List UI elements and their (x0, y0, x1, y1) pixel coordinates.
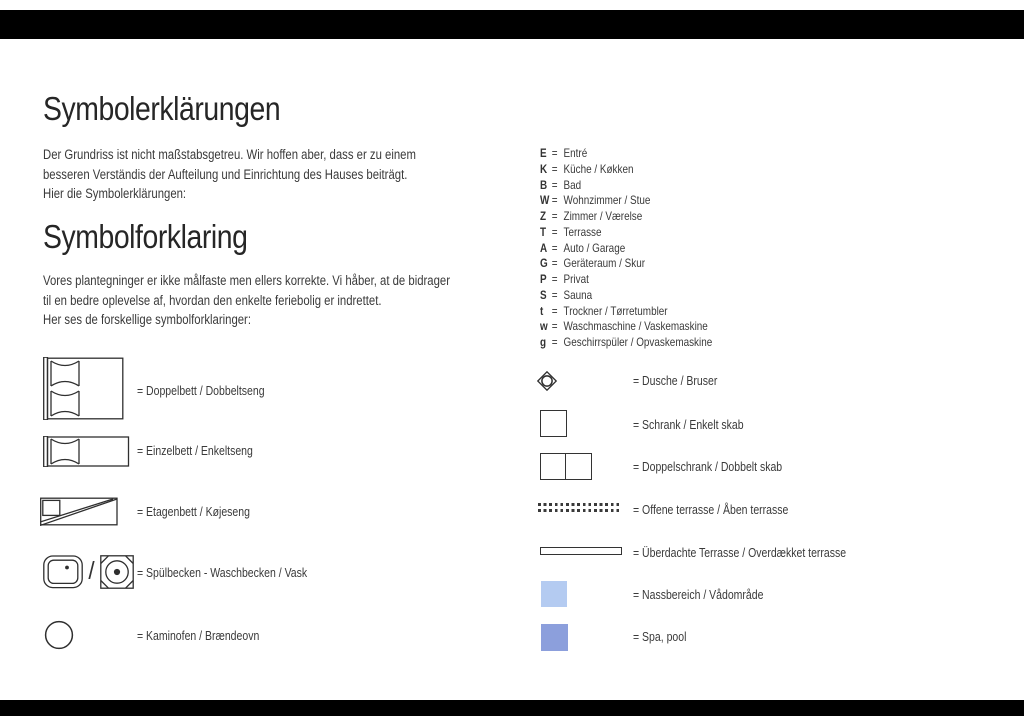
wet-area-swatch (541, 581, 567, 607)
abbreviation-row: t = Trockner / Tørretumbler (540, 303, 668, 318)
dotted-line (538, 503, 622, 506)
intro-danish (43, 271, 528, 330)
intro-danish-line: til en bedre oplevelse af, hvordan den enkelte feriebolig er indrettet. (43, 292, 382, 308)
abbreviation-row: B = Bad (540, 177, 582, 192)
page-top-bar (0, 10, 1024, 39)
washbasin-icon (100, 555, 134, 589)
sink-washbasin-icon (43, 555, 134, 589)
slash-separator: / (88, 556, 95, 585)
abbreviation-row: g = Geschirrspüler / Opvaskemaskine (540, 335, 713, 349)
room-abbreviation-list (540, 146, 712, 351)
single-cabinet-label: = Schrank / Enkelt skab (633, 418, 744, 432)
sink-icon (43, 555, 83, 589)
wet-area-label: = Nassbereich / Vådområde (633, 588, 764, 602)
double-cabinet-label: = Doppelschrank / Dobbelt skab (633, 460, 783, 474)
open-terrace-icon (538, 503, 622, 513)
abbreviation-row: P = Privat (540, 272, 589, 286)
wood-stove-label: = Kaminofen / Brændeovn (137, 629, 260, 643)
intro-danish-line: Vores plantegninger er ikke målfaste men ellers korrekte. Vi håber, at de bidrager (43, 273, 451, 288)
dotted-line (538, 509, 622, 512)
abbreviation-row: G = Geräteraum / Skur (540, 256, 646, 271)
abbreviation-row: W = Wohnzimmer / Stue (540, 193, 651, 208)
bunk-bed-icon (40, 497, 118, 526)
double-bed-icon (43, 357, 125, 420)
double-bed-label: = Doppelbett / Dobbeltseng (137, 384, 265, 398)
intro-german-line: besseren Verständis der Aufteilung und Einrichtung des Hauses beiträgt. (43, 166, 408, 182)
shower-label: = Dusche / Bruser (633, 374, 718, 388)
double-cabinet-icon (540, 453, 592, 480)
single-bed-label: = Einzelbett / Enkeltseng (137, 444, 253, 458)
abbreviation-row: T = Terrasse (540, 224, 602, 239)
heading-german: Symbolerklärungen (43, 90, 281, 127)
intro-german-line: Hier die Symbolerklärungen: (43, 186, 187, 201)
cabinet-cell (566, 454, 591, 479)
abbreviation-row: A = Auto / Garage (540, 240, 626, 255)
covered-terrace-label: = Überdachte Terrasse / Overdækket terrasse (633, 546, 847, 560)
sink-washbasin-label: = Spülbecken - Waschbecken / Vask (137, 566, 308, 580)
abbreviation-row: E = Entré (540, 146, 588, 160)
abbreviation-row: K = Küche / Køkken (540, 161, 634, 176)
heading-danish: Symbolforklaring (43, 218, 248, 255)
intro-german-line: Der Grundriss ist nicht maßstabsgetreu. Wir hoffen aber, dass er zu einem (43, 147, 416, 162)
covered-terrace-icon (540, 547, 622, 555)
bunk-bed-label: = Etagenbett / Køjeseng (137, 505, 250, 519)
page-bottom-bar (0, 700, 1024, 716)
abbreviation-row: S = Sauna (540, 287, 593, 302)
wood-stove-icon (44, 620, 74, 650)
single-cabinet-icon (540, 410, 567, 437)
abbreviation-row: w = Waschmaschine / Vaskemaskine (540, 319, 708, 334)
open-terrace-label: = Offene terrasse / Åben terrasse (633, 503, 789, 517)
intro-danish-line: Her ses de forskellige symbolforklaringer: (43, 312, 251, 327)
abbreviation-row: Z = Zimmer / Værelse (540, 209, 643, 223)
spa-pool-swatch (541, 624, 568, 651)
intro-german (43, 145, 487, 204)
single-bed-icon (43, 436, 130, 467)
shower-icon (537, 371, 557, 391)
spa-pool-label: = Spa, pool (633, 630, 687, 644)
cabinet-cell (541, 454, 566, 479)
